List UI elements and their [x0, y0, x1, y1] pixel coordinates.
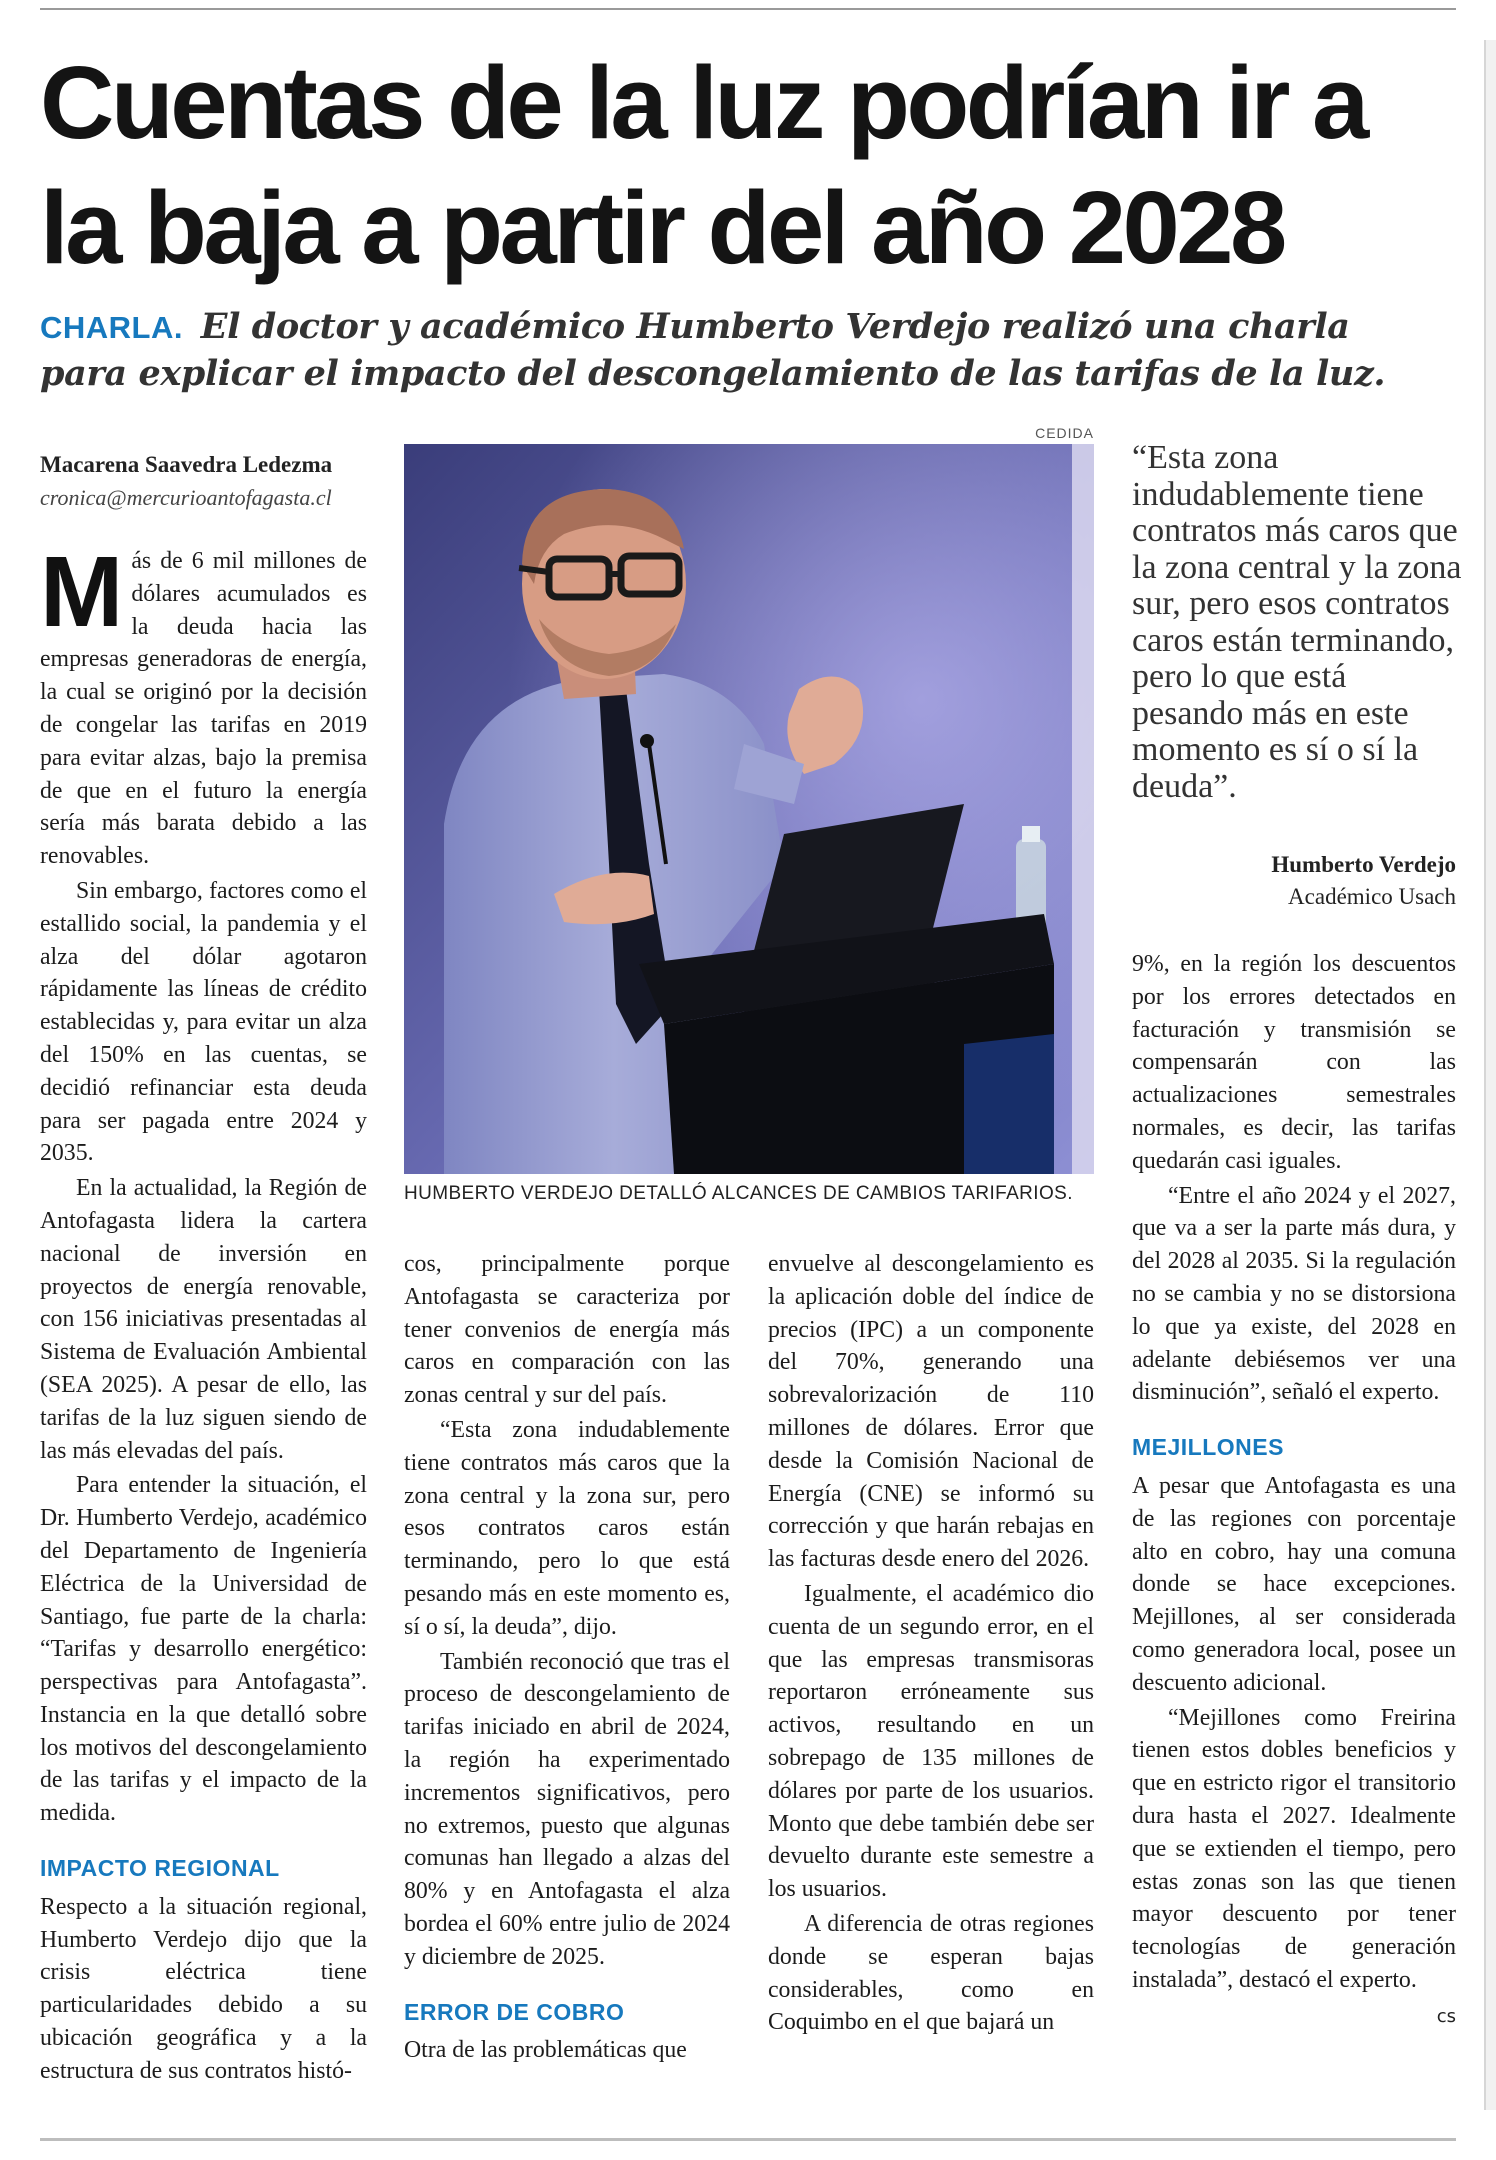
- adjacent-page-edge: [1484, 40, 1496, 2110]
- article-column-1: [40, 536, 367, 2088]
- paragraph: En la actualidad, la Región de Antofagasta lidera la cartera nacional de inversión en proyectos de energía renovable, con 156 iniciativas presentadas al Sistema de Evaluación Ambiental (SEA 2025). A pesar de ello, las tarifas de la luz siguen siendo de las más elevadas del país.: [40, 1175, 367, 1464]
- author-email[interactable]: cronica@mercurioantofagasta.cl: [40, 485, 332, 510]
- subhead-mejillones: MEJILLONES: [1132, 1434, 1284, 1461]
- author-name: Macarena Saavedra Ledezma: [40, 452, 333, 477]
- paragraph: Más de 6 mil millones de dólares acumulados es la deuda hacia las empresas generadoras de energía, la cual se originó por la decisión de congelar las tarifas en 2019 para evitar alzas, bajo la premisa de que en el futuro la energía sería más barata debido a las renovables.: [40, 536, 367, 870]
- paragraph: Para entender la situación, el Dr. Humberto Verdejo, académico del Departamento de Ingeniería Eléctrica de la Universidad de Santiago, fue parte de la charla: “Tarifas y desarrollo energético: perspectivas para Antofagasta”. Instancia en la que detalló sobre los motivos del descongelamiento de las tarifas y el impacto de la medida.: [40, 1472, 367, 1827]
- paragraph: A pesar que Antofagasta es una de las regiones con porcentaje alto en cobro, hay una comuna donde se hace excepciones. Mejillones, al ser considerada como generadora local, posee un descuento adicional.: [1132, 1472, 1456, 1696]
- top-rule: [40, 8, 1456, 10]
- deck: [40, 304, 1440, 397]
- deck-kicker: CHARLA.: [40, 310, 183, 345]
- headline: [40, 40, 1460, 290]
- paragraph: envuelve al descongelamiento es la aplicación doble del índice de precios (IPC) a un componente del 70%, generando una sobrevalorización de 110 millones de dólares. Error que desde la Comisión Nacional de Energía (CNE) se informó su corrección y que harán rebajas en las facturas desde enero del 2026.: [768, 1251, 1094, 1573]
- subhead-error-de-cobro: ERROR DE COBRO: [404, 1998, 625, 2025]
- paragraph: “Esta zona indudablemente tiene contratos más caros que la zona central y la zona sur, pero esos contratos caros están terminando, pero lo que está pesando más en este momento es, sí o sí, la deuda”, dijo.: [404, 1416, 730, 1640]
- paragraph-text: “Mejillones como Freirina tienen estos dobles beneficios y que en estricto rigor el transitorio dura hasta el 2027. Idealmente que se extienden el tiempo, pero estas zonas son las que tienen mayor descuento por tener tecnologías de generación instalada”, destacó el experto.: [1132, 1704, 1456, 1993]
- speaker-photo: [404, 444, 1094, 1174]
- paragraph: [1132, 1702, 1456, 2027]
- paragraph: También reconoció que tras el proceso de descongelamiento de tarifas iniciado en abril de 2024, la región ha experimentado incrementos significativos, pero no extremos, puesto que algunas comunas han llegado a alzas del 80% y en Antofagasta el alza bordea el 60% entre julio de 2024 y diciembre de 2025.: [404, 1648, 730, 1970]
- paragraph: 9%, en la región los descuentos por los errores detectados en facturación y transmisión se compensarán con las actualizaciones semestrales normales, es decir, las tarifas quedarán casi iguales.: [1132, 951, 1456, 1174]
- subhead-impacto-regional: IMPACTO REGIONAL: [40, 1855, 280, 1882]
- photo-credit: CEDIDA: [1035, 425, 1094, 441]
- bottom-rule: [40, 2138, 1456, 2141]
- dropcap: M: [40, 536, 124, 648]
- headline-line-2: la baja a partir del año 2028: [40, 170, 1284, 285]
- quote-attribution-name: Humberto Verdejo: [1271, 852, 1456, 877]
- paragraph: Igualmente, el académico dio cuenta de un segundo error, en el que las empresas transmisoras reportaron erróneamente sus activos, resultando en un sobrepago de 135 millones de dólares por parte de los usuarios. Monto que debe también debe ser devuelto durante este semestre a los usuarios.: [768, 1580, 1094, 1903]
- article-column-2: [404, 1248, 730, 2067]
- byline: [40, 448, 380, 514]
- paragraph: A diferencia de otras regiones donde se esperan bajas considerables, como en Coquimbo en el que bajará un: [768, 1910, 1094, 2036]
- article-column-3: [768, 1248, 1094, 2039]
- headline-line-1: Cuentas de la luz podrían ir a: [40, 45, 1366, 160]
- paragraph: “Entre el año 2024 y el 2027, que va a ser la parte más dura, y del 2028 al 2035. Si la regulación no se cambia y no se distorsiona lo que ya existe, del 2028 en adelante debiésemos ver una disminución”, señaló el experto.: [1132, 1182, 1456, 1406]
- paragraph: cos, principalmente porque Antofagasta se caracteriza por tener convenios de energía más caros en comparación con las zonas central y sur del país.: [404, 1251, 730, 1409]
- paragraph: Respecto a la situación regional, Humberto Verdejo dijo que la crisis eléctrica tiene particularidades debido a su ubicación geográfica y a la estructura de sus contratos histó-: [40, 1893, 367, 2084]
- deck-text: El doctor y académico Humberto Verdejo realizó una charla para explicar el impacto del descongelamiento de las tarifas de la luz.: [40, 306, 1386, 394]
- photo-caption: HUMBERTO VERDEJO DETALLÓ ALCANCES DE CAMBIOS TARIFARIOS.: [404, 1183, 1073, 1204]
- paragraph: Sin embargo, factores como el estallido social, la pandemia y el alza del dólar agotaron rápidamente las líneas de crédito establecidas y, para evitar un alza del 150% en las cuentas, se decidió refinanciar esta deuda para ser pagada entre 2024 y 2035.: [40, 877, 367, 1167]
- pull-quote: “Esta zona indudablemente tiene contratos más caros que la zona central y la zona sur, pero esos contratos caros están terminando, pero lo que está pesando más en este momento es sí o sí la deuda”.: [1132, 439, 1462, 805]
- end-mark-icon: cs: [1436, 2005, 1456, 2027]
- paragraph: Otra de las problemáticas que: [404, 2037, 687, 2064]
- quote-attribution-role: Académico Usach: [1288, 884, 1456, 909]
- article-column-4: [1132, 948, 1456, 2034]
